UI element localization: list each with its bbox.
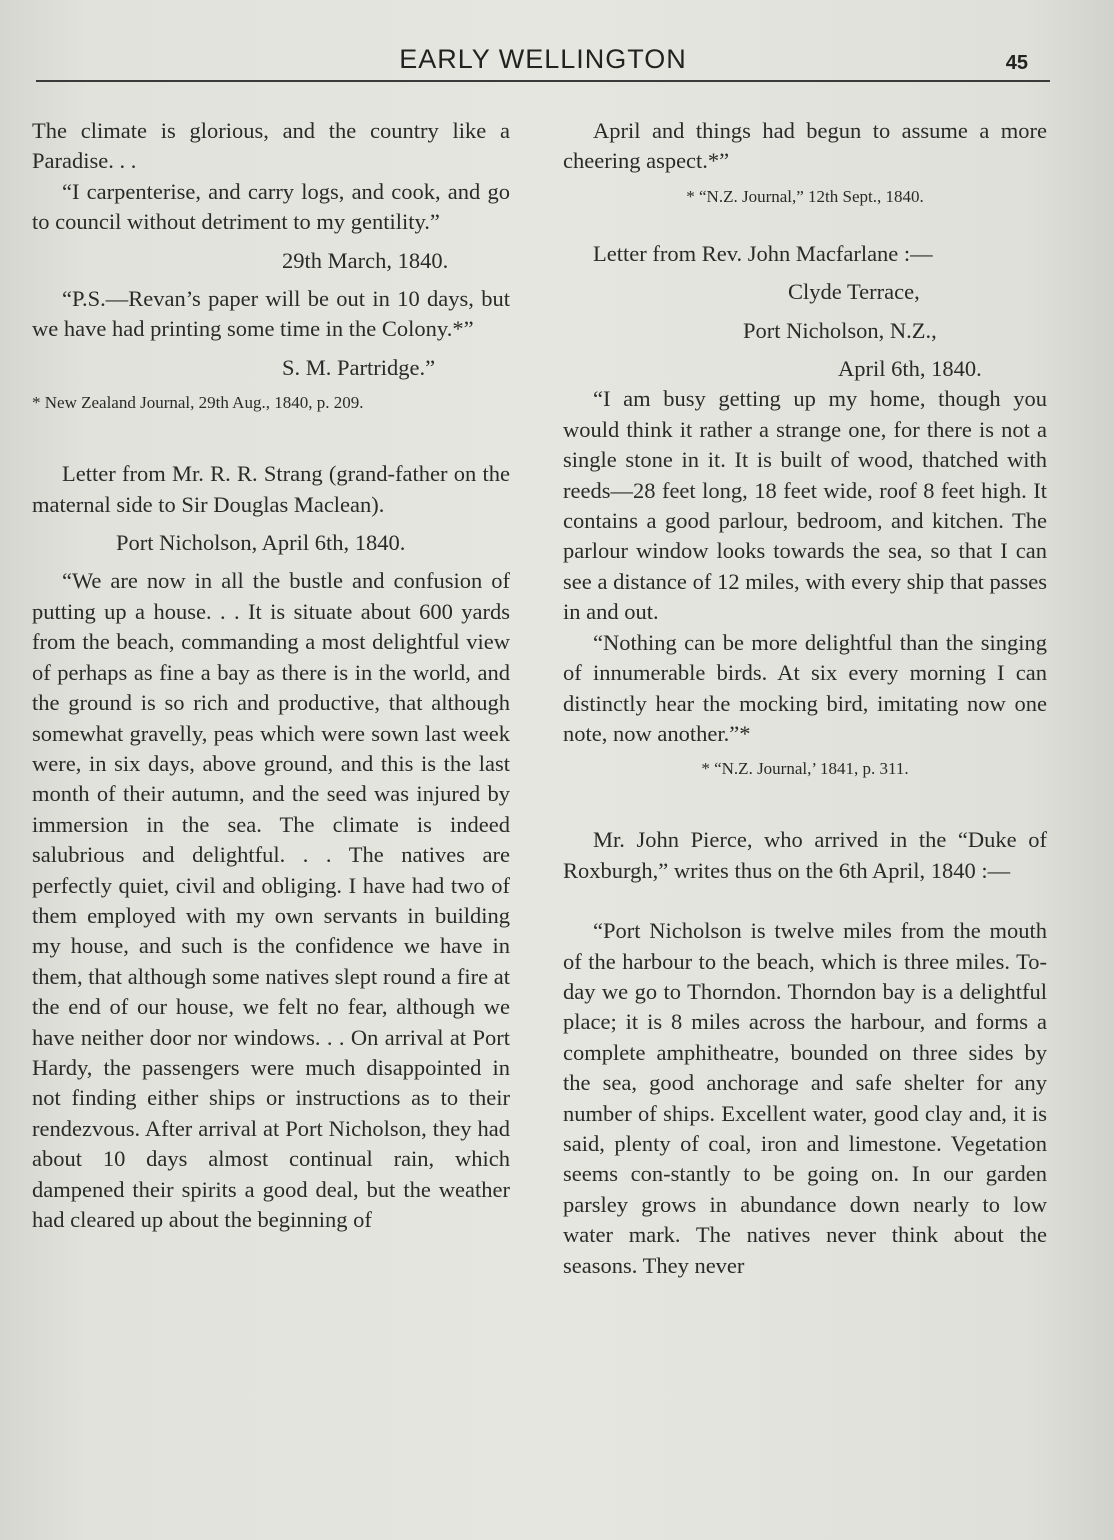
address-line: Clyde Terrace,	[788, 279, 920, 305]
paragraph: “We are now in all the bustle and confusion of putting up a house. . . It is situate about 600 yards from the beach, commanding a most delightful view of perhaps as fine a bay as there is in the world, and the ground is so rich and productive, that although somewhat gravelly, peas which were sown last week were, in six days, above ground, and this is the last month of their autumn, and the seed was injured by immersion in the sea. The climate is indeed salubrious and delightful. . . The natives are perfectly quiet, civil and obliging. I have had two of them employed with my own servants in building my house, and such is the confidence we have in them, that although some natives slept round a fire at the end of our house, we felt no fear, although we have neither door nor windows. . . On arrival at Port Hardy, the passengers were much disappointed in not finding either ships or instructions as to their rendezvous. After arrival at Port Nicholson, they had about 10 days almost continual rain, which dampened their spirits a good deal, but the weather had cleared up about the beginning of	[32, 568, 510, 1232]
right-column	[563, 116, 1047, 1281]
page-number: 45	[1005, 52, 1028, 74]
paragraph: April and things had begun to assume a more cheering aspect.*”	[563, 118, 1047, 174]
signature: S. M. Partridge.”	[282, 354, 436, 380]
page-header	[36, 42, 1050, 82]
letter-intro: Letter from Rev. John Macfarlane :—	[593, 240, 933, 266]
paragraph: “Nothing can be more delightful than the singing of innumerable birds. At six every morning I can distinctly hear the mocking bird, imitating now one note, now another.”*	[563, 629, 1047, 746]
place-date: Port Nicholson, April 6th, 1840.	[116, 530, 406, 556]
paragraph: The climate is glorious, and the country like a Paradise. . .	[32, 118, 510, 174]
paragraph: “I carpenterise, and carry logs, and cook, and go to council without detriment to my gentility.”	[32, 178, 510, 235]
paragraph: “I am busy getting up my home, though you would think it rather a strange one, for there is not a single stone in it. It is built of wood, thatched with reeds—28 feet long, 18 feet wide, roof 8 feet high. It contains a good parlour, bedroom, and kitchen. The parlour window looks towards the sea, so that I can see a distance of 12 miles, with every ship that passes in and out.	[563, 386, 1047, 625]
address-line: Port Nicholson, N.Z.,	[743, 317, 937, 343]
paragraph: “Port Nicholson is twelve miles from the mouth of the harbour to the beach, which is three miles. To-day we go to Thorndon. Thorndon bay is a delightful place; it is 8 miles across the harbour, and forms a complete amphitheatre, bounded on three sides by the sea, good anchorage and safe shelter for any number of ships. Excellent water, good clay and, it is said, plenty of coal, iron and limestone. Vegetation seems con-stantly to be going on. In our garden parsley grows in abundance down nearly to low water mark. The natives never think about the seasons. They never	[563, 918, 1047, 1278]
dateline: 29th March, 1840.	[282, 247, 449, 273]
paragraph: Mr. John Pierce, who arrived in the “Duke of Roxburgh,” writes thus on the 6th April, 1840 :—	[563, 827, 1047, 883]
left-column	[32, 116, 510, 1235]
address-date: April 6th, 1840.	[838, 356, 982, 382]
footnote: * “N.Z. Journal,’ 1841, p. 311.	[701, 759, 909, 779]
paragraph: “P.S.—Revan’s paper will be out in 10 days, but we have had printing some time in the Colony.*”	[32, 286, 510, 342]
footnote: * New Zealand Journal, 29th Aug., 1840, p. 209.	[32, 393, 364, 413]
running-title: EARLY WELLINGTON	[399, 44, 687, 74]
letter-intro: Letter from Mr. R. R. Strang (grand-father on the maternal side to Sir Douglas Maclean).	[32, 461, 510, 517]
footnote: * “N.Z. Journal,” 12th Sept., 1840.	[686, 186, 924, 206]
